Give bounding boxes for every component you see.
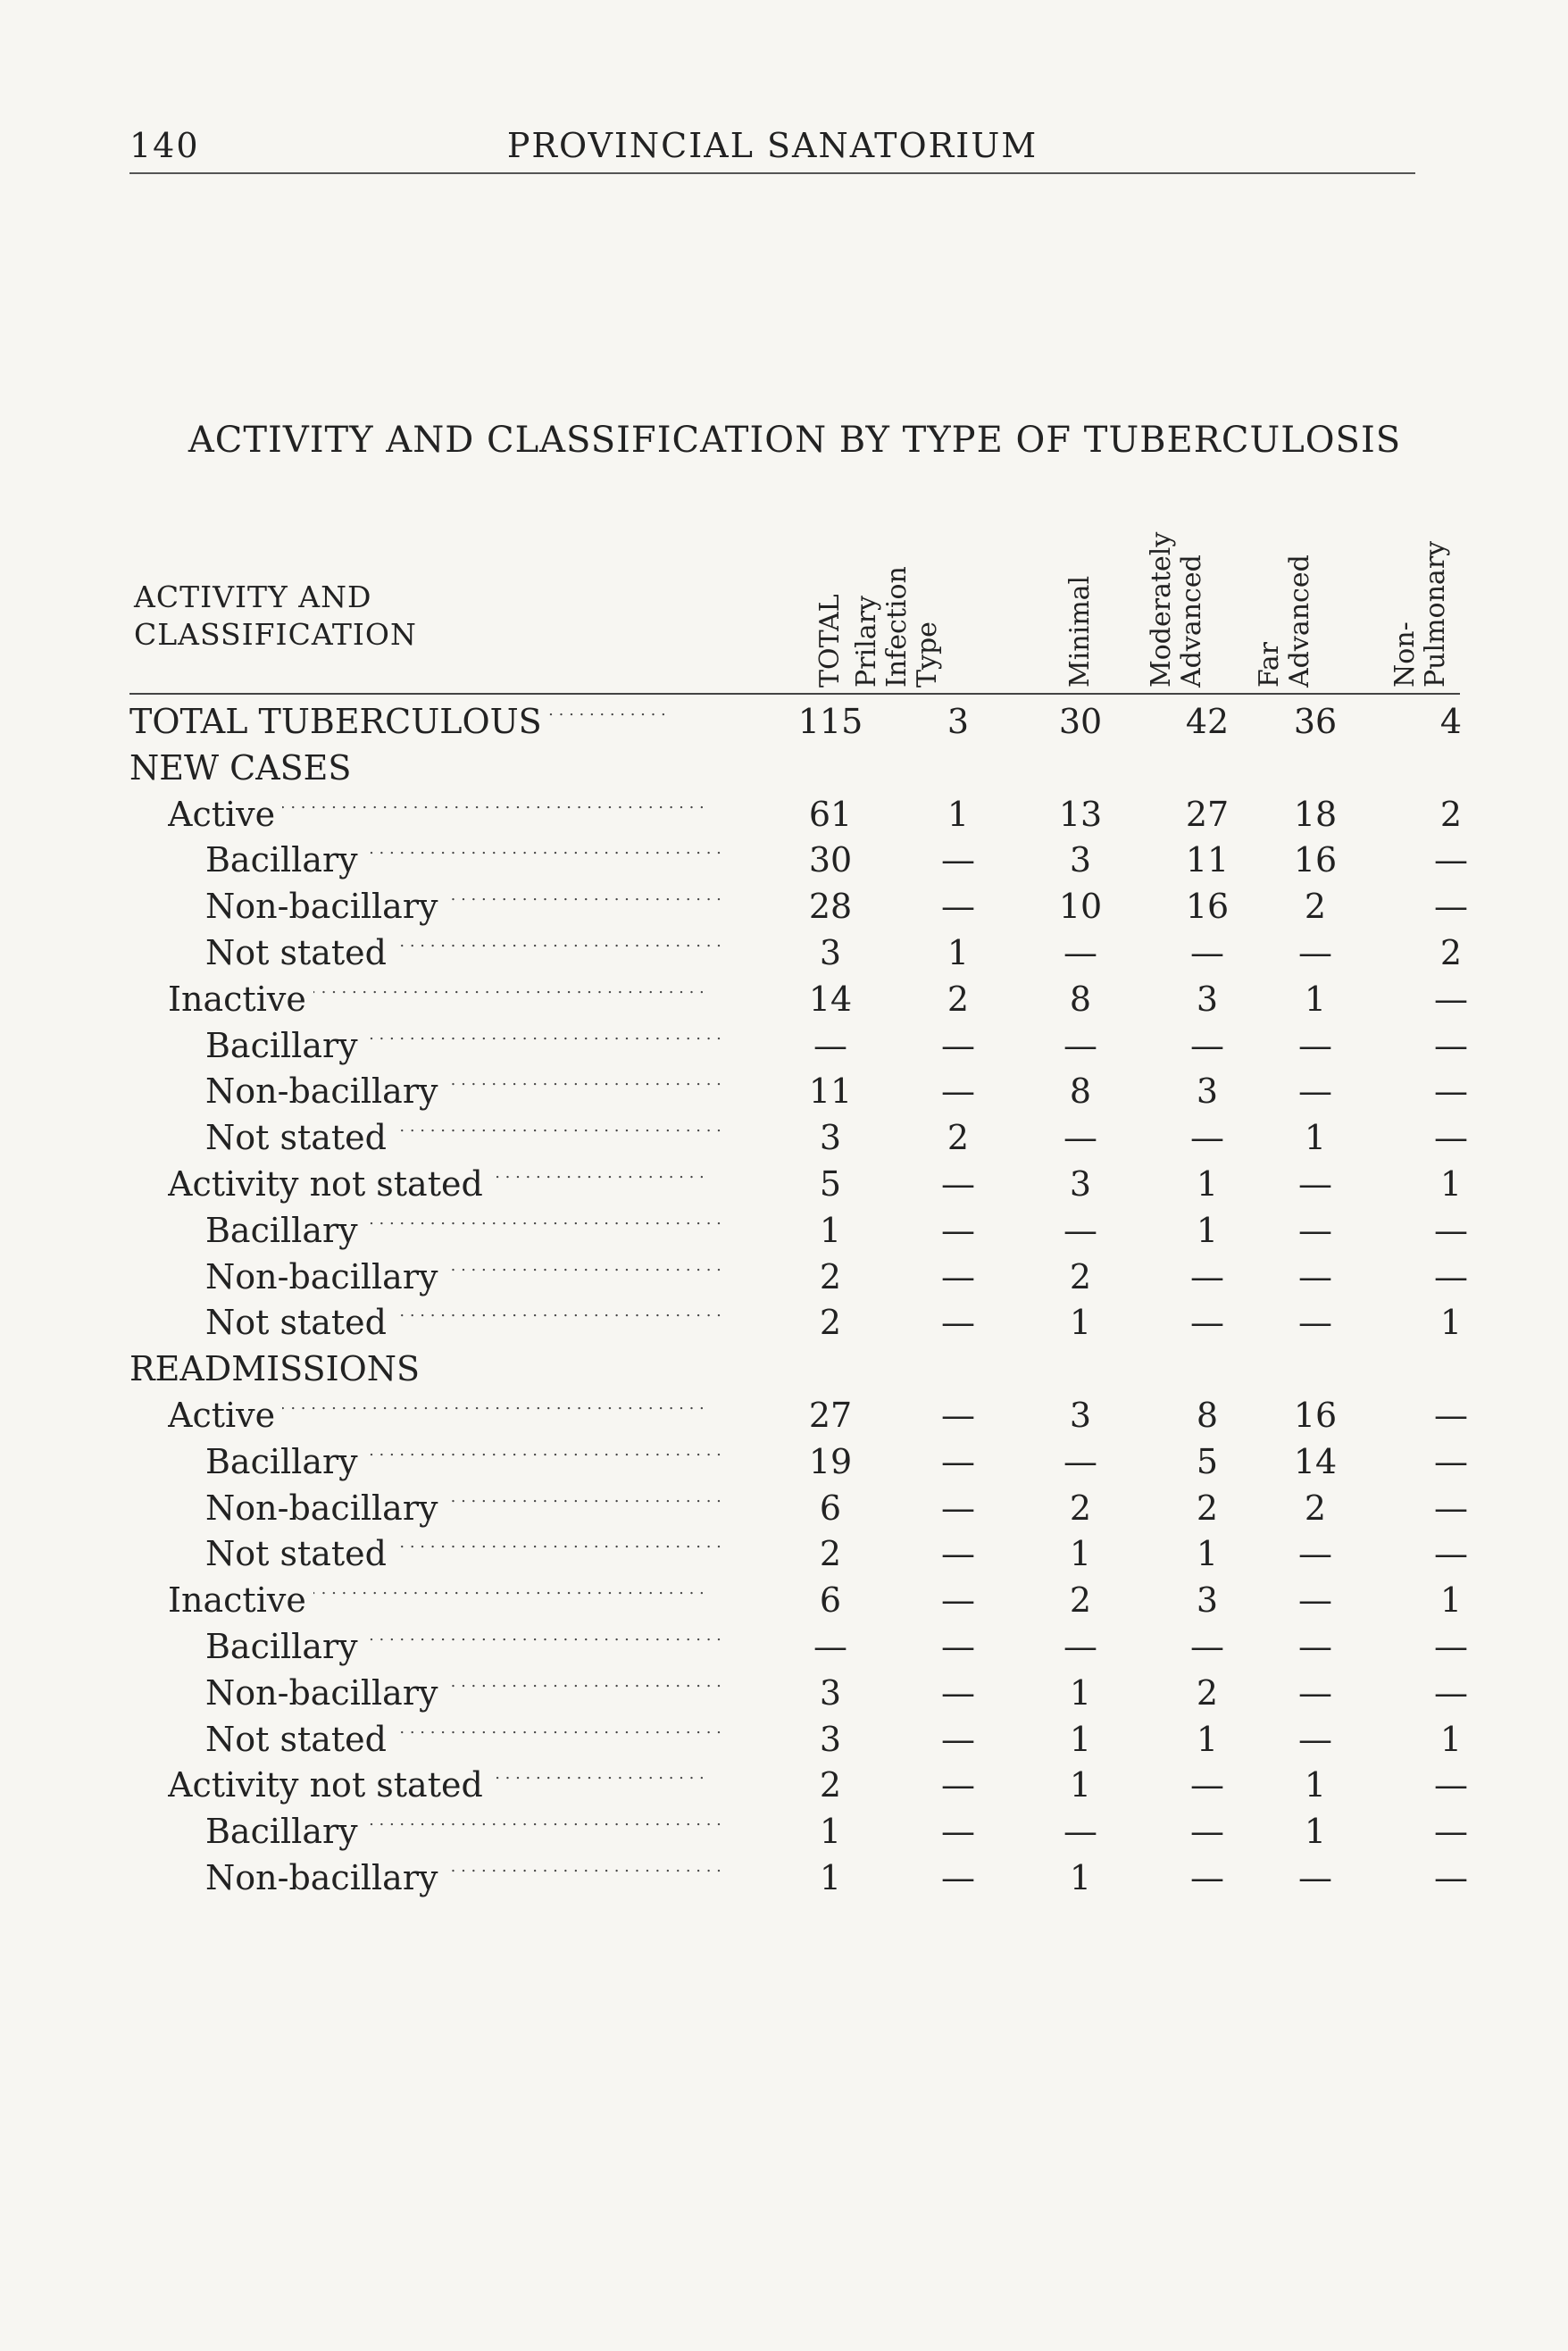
table-row [0,1022,1568,1069]
table-row [0,1623,1568,1670]
table-cell: — [1434,1395,1468,1435]
row-label [205,1438,728,1485]
row-label-text: Bacillary [205,1026,365,1065]
table-cell: — [941,1441,975,1481]
table-cell: — [1298,932,1332,972]
row-label-text: Bacillary [205,1211,365,1250]
row-label [205,1022,728,1069]
table-cell: 1 [1439,1580,1463,1621]
stub-header [134,579,417,654]
table-cell: 28 [808,887,853,927]
table-cell: 1 [1304,1118,1327,1158]
table-row [0,698,1568,745]
table-row [0,1485,1568,1531]
table-cell: — [941,840,975,880]
table-cell: 30 [1058,702,1103,741]
table-cell: 115 [797,702,863,741]
table-cell: 14 [808,979,853,1019]
row-label-text: Inactive [168,1580,313,1620]
table-row [0,745,1568,791]
row-label-text: Not stated [205,1303,394,1342]
row-label [205,1623,728,1670]
table-row [0,791,1568,838]
table-row [0,930,1568,976]
table-cell: — [1434,1626,1468,1666]
table-cell: 11 [1185,840,1230,880]
table-cell: — [1190,1303,1224,1343]
table-cell: — [1298,1163,1332,1204]
table-cell: — [1298,1210,1332,1250]
row-label-text: Non-bacillary [205,1257,445,1296]
table-cell: 1 [1069,1857,1092,1897]
table-row [0,1438,1568,1485]
table-cell: — [1434,1534,1468,1574]
table-cell: — [1063,1210,1097,1250]
table-cell: — [1434,887,1468,927]
table-cell: — [941,1626,975,1666]
row-label-text: Not stated [205,1534,394,1573]
table-cell: — [1298,1580,1332,1621]
row-label [205,1485,728,1531]
table-cell: 1 [1069,1534,1092,1574]
table-cell: 1 [819,1210,842,1250]
table-cell: 8 [1069,1071,1092,1112]
table-cell: 11 [808,1071,853,1112]
table-cell: — [1190,1626,1224,1666]
row-label-text: TOTAL TUBERCULOUS [129,702,549,741]
row-label [168,1392,728,1438]
column-header-line: TOTAL [814,594,846,688]
row-label [205,1068,728,1114]
table-cell: 1 [947,932,970,972]
table-cell: — [1434,1025,1468,1065]
table-cell: 2 [1304,1488,1327,1528]
table-cell: 2 [1196,1672,1219,1713]
table-cell: — [941,887,975,927]
table-cell: — [1190,1857,1224,1897]
table-row [0,1207,1568,1254]
table-cell: 3 [1196,1580,1219,1621]
page-number: 140 [129,126,200,165]
row-label [205,883,728,930]
row-label-text: Not stated [205,1720,394,1759]
table-cell: 42 [1185,702,1230,741]
table-cell: 3 [819,1672,842,1713]
table-cell: 5 [819,1163,842,1204]
table-cell: 16 [1293,1395,1338,1435]
table-cell: — [1298,1256,1332,1296]
table-row [0,1068,1568,1114]
table-cell: 2 [1439,794,1463,834]
table-cell: 3 [947,702,970,741]
row-label-text: Bacillary [205,840,365,880]
table-cell: 1 [1069,1303,1092,1343]
table-row [0,1577,1568,1623]
table-cell: 2 [947,1118,970,1158]
table-row [0,1346,1568,1392]
table-cell: 2 [819,1765,842,1805]
table-cell: — [941,1534,975,1574]
row-label [205,930,728,976]
table-cell: — [1063,1118,1097,1158]
table-cell: 2 [1069,1256,1092,1296]
table-cell: 6 [819,1488,842,1528]
table-row [0,1762,1568,1808]
row-label-text: Non-bacillary [205,887,445,926]
column-header-line: Prilary [851,596,882,688]
row-label-text: Active [168,795,282,834]
table-title: ACTIVITY AND CLASSIFICATION BY TYPE OF TUBERCULOSIS [188,420,1402,461]
table-cell: — [941,1395,975,1435]
table-cell: — [1434,1765,1468,1805]
table-row [0,883,1568,930]
row-label [205,1254,728,1300]
row-label [205,1855,728,1901]
table-cell: — [1298,1025,1332,1065]
table-cell: 1 [1196,1163,1219,1204]
stub-header-line: ACTIVITY AND [134,579,372,614]
table-row [0,1254,1568,1300]
table-cell: — [813,1025,847,1065]
table-cell: — [941,1163,975,1204]
table-cell: 18 [1293,794,1338,834]
table-row [0,1114,1568,1161]
table-cell: — [1190,1812,1224,1852]
column-header-line: Type [912,621,943,688]
table-row [0,1299,1568,1346]
page-header [129,121,1415,174]
table-cell: — [1434,1118,1468,1158]
table-cell: — [1063,1441,1097,1481]
row-label-text: READMISSIONS [129,1349,427,1388]
table-cell: 2 [819,1303,842,1343]
table-cell: — [941,1071,975,1112]
table-cell: — [1434,1488,1468,1528]
table-cell: — [1298,1534,1332,1574]
row-label [168,1762,728,1808]
table-cell: 14 [1293,1441,1338,1481]
row-label-text: Non-bacillary [205,1488,445,1528]
table-cell: — [1434,1812,1468,1852]
table-cell: — [941,1210,975,1250]
table-row [0,1530,1568,1577]
row-label-text: Activity not stated [168,1765,490,1805]
table-cell: 1 [1439,1303,1463,1343]
table-cell: 16 [1185,887,1230,927]
header-rule [129,693,1460,695]
table-cell: — [1063,1626,1097,1666]
table-cell: 2 [1439,932,1463,972]
column-header-line: Pulmonary [1420,540,1451,688]
table-cell: — [1063,1812,1097,1852]
table-cell: 2 [1304,887,1327,927]
table-cell: 3 [819,932,842,972]
table-cell: 1 [1304,1765,1327,1805]
table-cell: 1 [1069,1765,1092,1805]
table-cell: 8 [1196,1395,1219,1435]
table-cell: — [941,1765,975,1805]
table-cell: — [1434,979,1468,1019]
table-cell: 1 [819,1857,842,1897]
table-cell: 16 [1293,840,1338,880]
table-cell: 27 [1185,794,1230,834]
column-header-line: Advanced [1284,554,1315,688]
table-cell: 19 [808,1441,853,1481]
table-cell: 1 [1196,1534,1219,1574]
table-cell: 2 [819,1534,842,1574]
row-label [205,1530,728,1577]
table-cell: 1 [1439,1163,1463,1204]
table-cell: — [1298,1719,1332,1759]
running-title: PROVINCIAL SANATORIUM [506,126,1038,165]
table-cell: — [1434,1672,1468,1713]
row-label-text: Inactive [168,980,313,1019]
table-cell: — [1298,1626,1332,1666]
table-cell: — [1434,1857,1468,1897]
table-cell: 3 [1069,1395,1092,1435]
table-cell: 1 [1304,979,1327,1019]
row-label [129,745,755,791]
row-label-text: Bacillary [205,1442,365,1481]
column-header-line: Infection [881,566,913,688]
table-cell: 5 [1196,1441,1219,1481]
row-label-text: Bacillary [205,1627,365,1666]
table-cell: 1 [1069,1719,1092,1759]
table-cell: 6 [819,1580,842,1621]
table-cell: 2 [1196,1488,1219,1528]
table-cell: 1 [1196,1210,1219,1250]
table-cell: 1 [819,1812,842,1852]
table-cell: 61 [808,794,853,834]
table-cell: — [1190,1025,1224,1065]
table-row [0,1855,1568,1901]
table-body [0,698,1568,1901]
table-row [0,837,1568,883]
table-cell: — [1434,1256,1468,1296]
stub-header-line: CLASSIFICATION [134,617,417,652]
row-label [205,1207,728,1254]
table-cell: — [1063,932,1097,972]
table-cell: 3 [1069,1163,1092,1204]
row-label [205,1299,728,1346]
table-row [0,1161,1568,1207]
row-label [205,837,728,883]
table-cell: 3 [1069,840,1092,880]
column-header-line: Far [1254,641,1285,688]
table-cell: — [1063,1025,1097,1065]
table-cell: 13 [1058,794,1103,834]
table-cell: 3 [819,1118,842,1158]
table-cell: 8 [1069,979,1092,1019]
row-label-text: Not stated [205,1118,394,1157]
table-cell: 36 [1293,702,1338,741]
table-cell: — [1434,840,1468,880]
row-label [168,1161,728,1207]
table-cell: — [941,1857,975,1897]
table-cell: — [941,1303,975,1343]
table-cell: — [1298,1672,1332,1713]
table-cell: 1 [1196,1719,1219,1759]
table-cell: — [813,1626,847,1666]
row-label-text: Non-bacillary [205,1858,445,1897]
column-header-line: Advanced [1176,554,1207,688]
table-row [0,1392,1568,1438]
table-cell: — [1434,1071,1468,1112]
table-cell: 2 [1069,1488,1092,1528]
table-cell: — [941,1812,975,1852]
row-label-text: Active [168,1396,282,1435]
table-cell: 1 [1439,1719,1463,1759]
row-label [205,1670,728,1716]
table-cell: 2 [1069,1580,1092,1621]
row-label-text: Non-bacillary [205,1071,445,1111]
table-cell: — [1434,1210,1468,1250]
table-cell: — [1298,1857,1332,1897]
table-cell: 2 [819,1256,842,1296]
row-label [129,698,728,745]
table-cell: — [941,1672,975,1713]
table-cell: 30 [808,840,853,880]
table-row [0,1670,1568,1716]
column-header-line: Minimal [1064,575,1096,688]
table-cell: — [941,1719,975,1759]
row-label [129,1346,755,1392]
table-cell: — [1434,1441,1468,1481]
table-row [0,1808,1568,1855]
table-cell: 4 [1439,702,1463,741]
row-label-text: Non-bacillary [205,1673,445,1713]
row-label [168,1577,728,1623]
table-cell: 2 [947,979,970,1019]
table-cell: — [941,1256,975,1296]
table-cell: 1 [947,794,970,834]
row-label [205,1716,728,1763]
row-label-text: Activity not stated [168,1164,490,1204]
table-row [0,1716,1568,1763]
table-cell: — [1190,1256,1224,1296]
table-cell: — [1298,1071,1332,1112]
row-label [205,1114,728,1161]
table-cell: 3 [819,1719,842,1759]
table-cell: 27 [808,1395,853,1435]
table-cell: — [941,1025,975,1065]
row-label-text: Bacillary [205,1812,365,1851]
row-label-text: Not stated [205,933,394,972]
table-cell: — [1190,932,1224,972]
row-label [168,791,728,838]
table-cell: — [1298,1303,1332,1343]
row-label-text: NEW CASES [129,748,358,788]
table-cell: — [941,1488,975,1528]
table-cell: — [941,1580,975,1621]
row-label [168,976,728,1022]
column-header-line: Non- [1389,621,1421,688]
table-row [0,976,1568,1022]
table-cell: 1 [1304,1812,1327,1852]
table-cell: — [1190,1765,1224,1805]
table-cell: 1 [1069,1672,1092,1713]
column-header-line: Moderately [1146,531,1177,688]
row-label [205,1808,728,1855]
table-cell: 10 [1058,887,1103,927]
table-cell: 3 [1196,979,1219,1019]
table-cell: — [1190,1118,1224,1158]
table-cell: 3 [1196,1071,1219,1112]
